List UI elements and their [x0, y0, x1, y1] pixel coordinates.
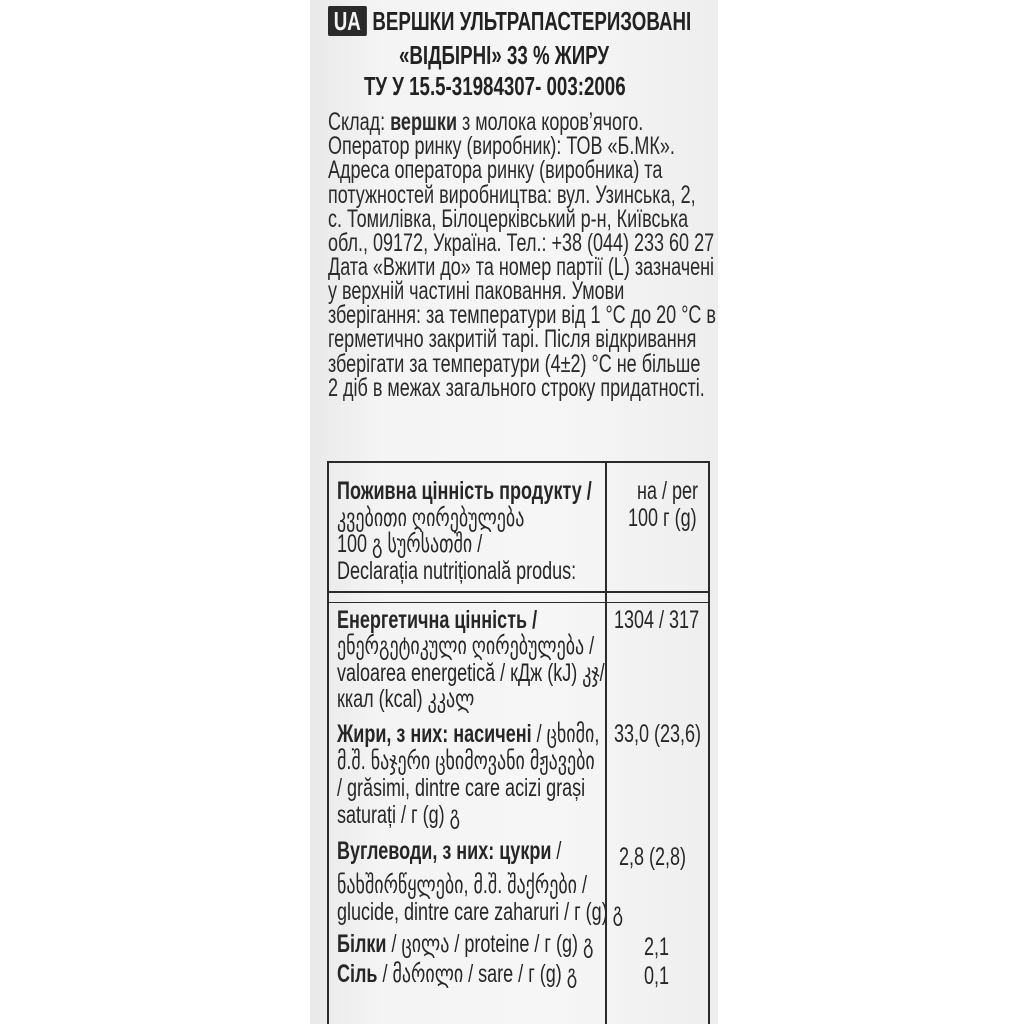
salt-label: Сіль / მარილი / sare / г (g) გ [337, 960, 578, 988]
composition-rest: з молока коров’ячого. [462, 108, 644, 136]
description-line: Оператор ринку (виробник): ТОВ «Б.МК». [328, 132, 675, 160]
composition-ingredient: вершки [390, 108, 458, 136]
energy-value: 1304 / 317 [614, 606, 700, 634]
carbs-label: Вуглеводи, з них: цукри / [337, 837, 562, 865]
nutrition-header [337, 477, 592, 506]
product-name: ВЕРШКИ УЛЬТРАПАСТЕРИЗОВАНІ [372, 6, 692, 36]
description-line: обл., 09172, Україна. Тел.: +38 (044) 233 60 27 [328, 229, 715, 257]
per-unit-label: на / per [637, 477, 698, 505]
ua-language-badge: UA [328, 6, 367, 36]
nutrition-table [327, 461, 710, 1024]
product-label [310, 0, 718, 1024]
protein-label: Білки / ცილა / proteine / г (g) გ [337, 930, 594, 958]
energy-label: Енергетична цінність / [337, 606, 538, 634]
description-line: зберігати за температури (4±2) °С не більше [328, 350, 701, 378]
nutrition-header-title: Поживна цінність продукту / [337, 477, 592, 505]
fat-label: Жири, з них: насичені / ცხიმი, [337, 720, 600, 748]
description-line: у верхній частині паковання. Умови [328, 277, 625, 305]
energy-label-line: ენერგეტიკული ღირებულება / [337, 632, 595, 660]
description-line: потужностей виробництва: вул. Узинська, 2, [328, 181, 696, 209]
product-subtitle: «ВІДБІРНІ» 33 % ЖИРУ [399, 40, 610, 70]
description-line: герметично закритій тарі. Після відкривання [328, 325, 697, 353]
salt-value: 0,1 [644, 962, 670, 990]
description-line: Дата «Вжити до» та номер партії (L) зазначені [328, 253, 715, 281]
row-divider-thin [329, 602, 708, 603]
carbs-label-line: glucide, dintre care zaharuri / г (g) გ [337, 898, 624, 926]
nutrition-header-line: 100 გ სურსათში / [337, 530, 483, 558]
product-standard: ТУ У 15.5-31984307- 003:2006 [364, 71, 626, 101]
fat-label-line: saturați / г (g) გ [337, 801, 461, 829]
fat-value: 33,0 (23,6) [614, 720, 702, 748]
energy-label-line: ккал (kcal) კკალ [337, 685, 475, 713]
composition-label: Склад: [328, 108, 386, 136]
per-unit-amount: 100 г (g) [628, 504, 697, 532]
composition-line [328, 110, 643, 134]
description-line: зберігання: за температури від 1 °С до 20 °С в [328, 301, 716, 329]
nutrition-header-line: Declarația nutrițională produs: [337, 557, 577, 585]
carbs-label-line: ნახშირწყლები, მ.შ. შაქრები / [337, 871, 587, 899]
fat-label-line: / grăsimi, dintre care acizi grași [337, 774, 586, 802]
carbs-value: 2,8 (2,8) [619, 843, 687, 871]
label-header [328, 6, 691, 36]
fat-label-line: მ.შ. ნაჯერი ცხიმოვანი მჟავები [337, 747, 595, 775]
nutrition-header-line: კვებითი ღირებულება [337, 504, 525, 532]
description-line: с. Томилівка, Білоцерківський р-н, Київська [328, 205, 689, 233]
energy-label-line: valoarea energetică / кДж (kJ) კჯ/ [337, 659, 605, 687]
description-line: Адреса оператора ринку (виробника) та [328, 156, 663, 184]
description-line: 2 діб в межах загального строку придатності. [328, 374, 705, 402]
row-divider [329, 591, 708, 593]
column-divider [605, 463, 607, 1024]
protein-value: 2,1 [644, 933, 670, 961]
